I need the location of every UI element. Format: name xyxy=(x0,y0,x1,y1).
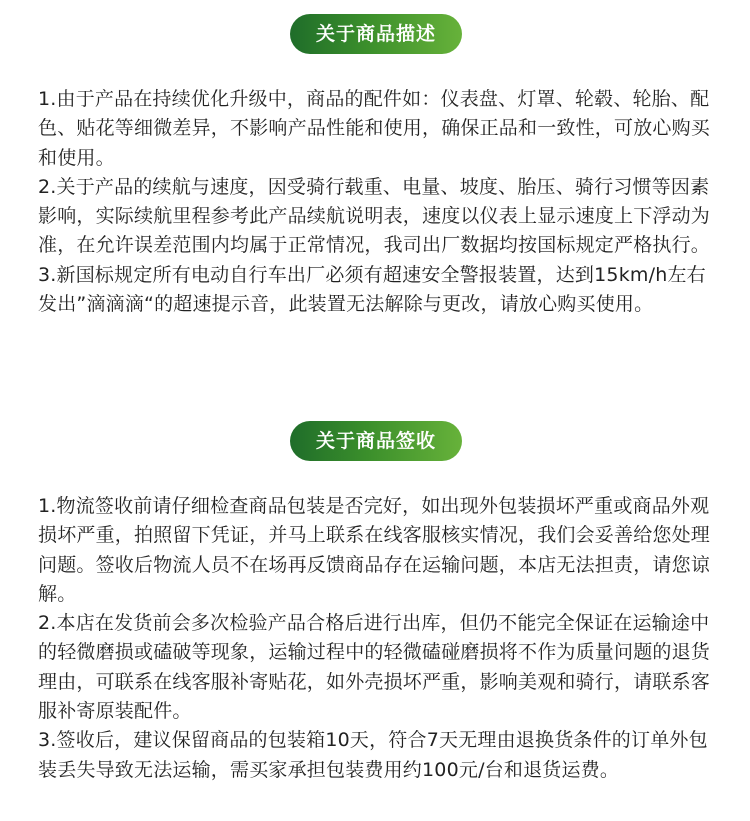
receipt-paragraph-1: 1.物流签收前请仔细检查商品包装是否完好，如出现外包装损坏严重或商品外观损坏严重，拍照留下凭证，并马上联系在线客服核实情况，我们会妥善给您处理问题。签收后物流人员不在场再反馈商品存在运输问题，本店无法担责，请您谅解。 xyxy=(38,495,711,605)
section-title-badge: 关于商品描述 xyxy=(290,14,462,54)
description-paragraph-2: 2.关于产品的续航与速度，因受骑行载重、电量、坡度、胎压、骑行习惯等因素影响，实际续航里程参考此产品续航说明表，速度以仪表上显示速度上下浮动为准，在允许误差范围内均属于正常情况，我司出厂数据均按国标规定严格执行。 xyxy=(38,175,711,257)
description-paragraph-1: 1.由于产品在持续优化升级中，商品的配件如：仪表盘、灯罩、轮毂、轮胎、配色、贴花等细微差异，不影响产品性能和使用，确保正品和一致性，可放心购买和使用。 xyxy=(38,88,711,169)
description-paragraph-3: 3.新国标规定所有电动自行车出厂必须有超速安全警报装置，达到15km/h左右发出”滴滴滴“的超速提示音，此装置无法解除与更改，请放心购买使用。 xyxy=(38,263,706,316)
receipt-paragraph-3: 3.签收后，建议保留商品的包装箱10天，符合7天无理由退换货条件的订单外包装丢失导致无法运输，需买家承担包装费用约100元/台和退货运费。 xyxy=(38,729,708,781)
description-text xyxy=(38,85,718,319)
receipt-paragraph-2: 2.本店在发货前会多次检验产品合格后进行出库，但仍不能完全保证在运输途中的轻微磨损或磕破等现象，运输过程中的轻微磕碰磨损将不作为质量问题的退货理由，可联系在线客服补寄贴花，如外壳损坏严重，影响美观和骑行，请联系客服补寄原装配件。 xyxy=(38,612,711,723)
section-title-badge: 关于商品签收 xyxy=(290,421,462,461)
receipt-text xyxy=(38,492,718,785)
